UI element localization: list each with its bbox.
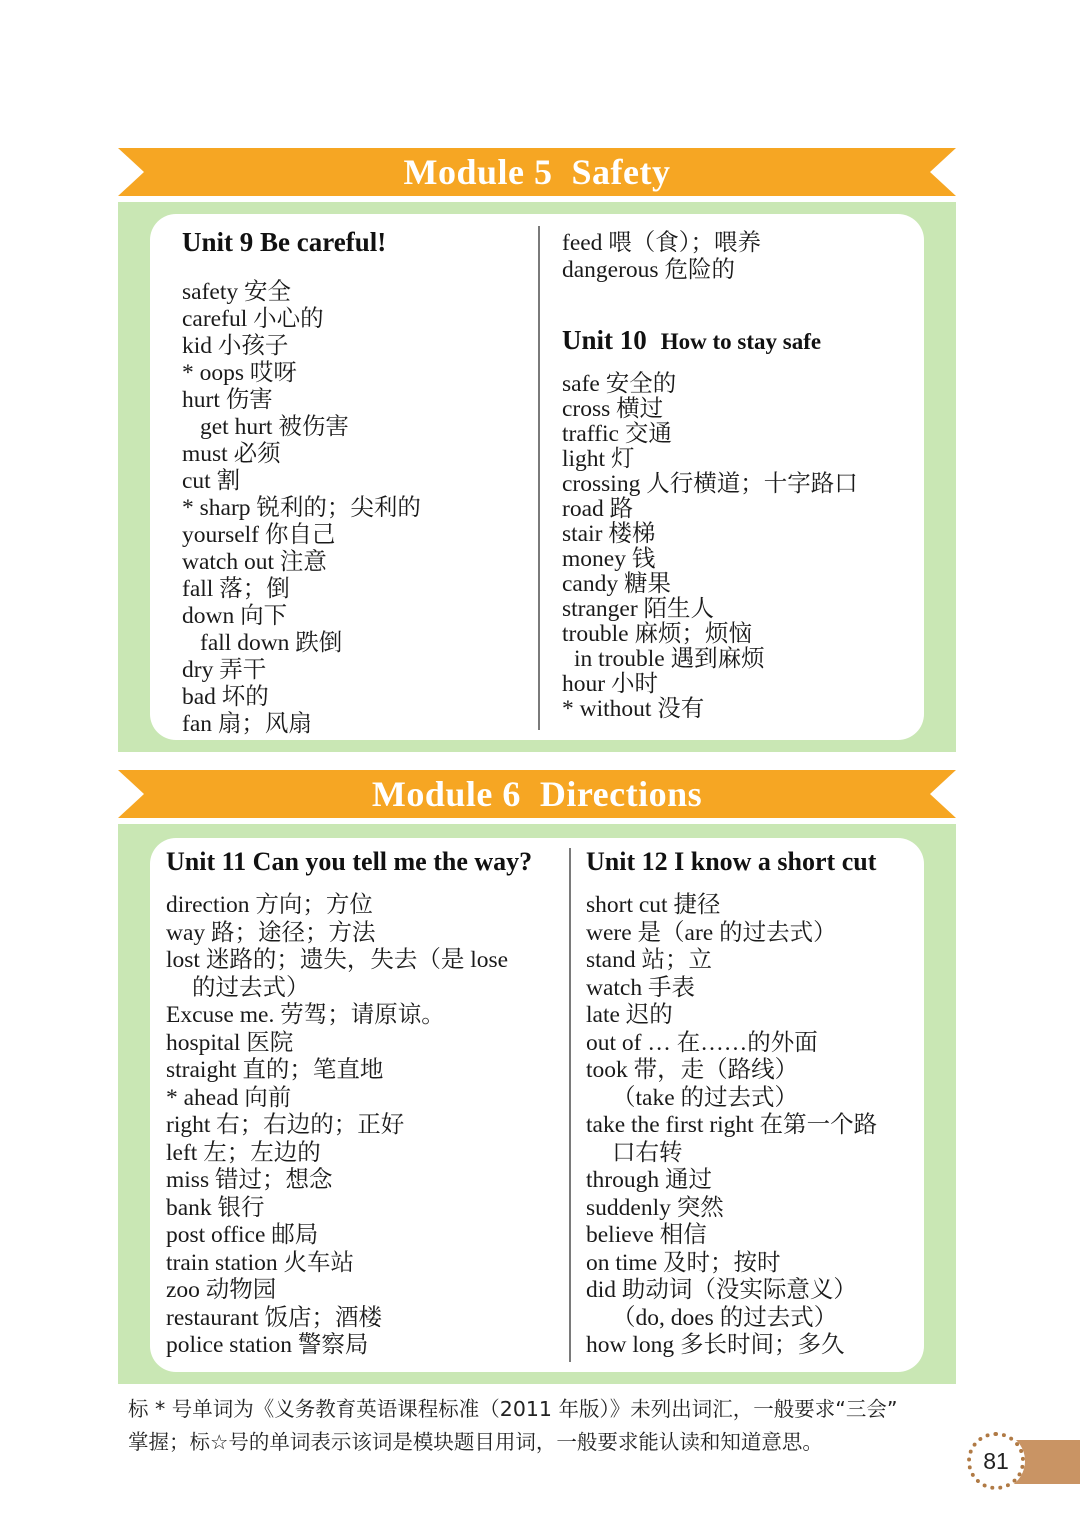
word-item: in trouble 遇到麻烦 (574, 646, 765, 672)
word-item: （take 的过去式） (612, 1084, 799, 1111)
unit11-column (166, 842, 566, 1360)
word-item: train station 火车站 (166, 1249, 354, 1276)
word-item: post office 邮局 (166, 1222, 319, 1248)
word-item: kid 小孩子 (182, 333, 289, 359)
word-item: how long 多长时间；多久 (586, 1332, 845, 1358)
word-item: light 灯 (562, 446, 635, 472)
word-item: late 迟的 (586, 1002, 673, 1028)
word-item: left 左；左边的 (166, 1139, 321, 1166)
module6-card (150, 838, 924, 1372)
unit12-column (586, 842, 916, 1360)
word-item: through 通过 (586, 1167, 712, 1193)
word-item: 的过去式） (192, 974, 310, 1001)
word-item: * without 没有 (562, 696, 705, 722)
unit11-word-list (166, 892, 566, 1360)
word-item: down 向下 (182, 603, 288, 629)
word-item: * ahead 向前 (166, 1084, 292, 1111)
module5-panel (118, 202, 956, 752)
word-item: careful 小心的 (182, 306, 324, 332)
unit11-title: Unit 11 Can you tell me the way? (166, 847, 533, 876)
word-item: safe 安全的 (562, 371, 677, 397)
word-item: stand 站；立 (586, 947, 712, 973)
word-item: traffic 交通 (562, 421, 672, 447)
unit10-number: Unit 10 (562, 325, 647, 355)
unit10-subtitle: How to stay safe (660, 329, 822, 354)
unit10-title (562, 320, 912, 360)
word-item: * oops 哎呀 (182, 360, 297, 386)
module6-panel (118, 824, 956, 1384)
word-item: safety 安全 (182, 279, 291, 305)
unit10-word-list (562, 372, 912, 722)
unit12-word-list (586, 892, 916, 1360)
word-item: zoo 动物园 (166, 1277, 277, 1303)
footnote (128, 1393, 958, 1459)
unit9-word-list (182, 279, 532, 738)
word-item: * sharp 锐利的；尖利的 (182, 495, 421, 521)
word-item: on time 及时；按时 (586, 1249, 781, 1276)
unit9-title: Unit 9 Be careful! (182, 227, 387, 257)
word-item: lost 迷路的；遗失，失去（是 lose (166, 947, 509, 973)
module5-card (150, 214, 924, 740)
word-item: road 路 (562, 496, 634, 522)
footnote-line-1: 标 * 号单词为《义务教育英语课程标准（2011 年版）》未列出词汇，一般要求“三会” (128, 1397, 898, 1421)
column-divider (538, 226, 540, 730)
word-item: hour 小时 (562, 671, 658, 697)
word-item: hurt 伤害 (182, 387, 273, 413)
word-item: miss 错过；想念 (166, 1167, 333, 1193)
word-item: direction 方向；方位 (166, 892, 373, 918)
word-item: did 助动词（没实际意义） (586, 1277, 857, 1303)
word-item: get hurt 被伤害 (200, 414, 349, 440)
word-item: trouble 麻烦；烦恼 (562, 621, 752, 647)
word-item: （do, does 的过去式） (612, 1304, 838, 1331)
unit12-title: Unit 12 I know a short cut (586, 847, 877, 876)
module6-banner (118, 770, 956, 818)
word-item: believe 相信 (586, 1222, 707, 1248)
word-item: take the first right 在第一个路 (586, 1112, 878, 1138)
word-item: yourself 你自己 (182, 522, 336, 548)
word-item: bad 坏的 (182, 684, 269, 710)
footnote-line-2: 掌握；标☆号的单词表示该词是模块题目用词，一般要求能认读和知道意思。 (128, 1430, 823, 1454)
word-item: right 右；右边的；正好 (166, 1112, 405, 1138)
module6-title: Module 6 Directions (371, 774, 703, 814)
word-item: restaurant 饭店；酒楼 (166, 1304, 383, 1331)
module5-banner (118, 148, 956, 196)
word-item: Excuse me. 劳驾；请原谅。 (166, 1002, 445, 1028)
word-item: money 钱 (562, 546, 656, 572)
word-item: 口右转 (612, 1139, 683, 1166)
word-item: fan 扇；风扇 (182, 711, 312, 737)
column-divider (569, 848, 571, 1362)
module5-title: Module 5 Safety (403, 152, 671, 192)
word-item: out of … 在……的外面 (586, 1029, 818, 1056)
word-item: dangerous 危险的 (562, 257, 735, 283)
word-item: watch out 注意 (182, 549, 327, 575)
word-item: fall 落；倒 (182, 576, 290, 602)
word-item: must 必须 (182, 441, 281, 467)
word-item: straight 直的；笔直地 (166, 1057, 384, 1083)
word-item: cut 割 (182, 468, 241, 494)
word-item: candy 糖果 (562, 571, 671, 597)
word-item: stranger 陌生人 (562, 596, 715, 622)
word-item: suddenly 突然 (586, 1194, 724, 1221)
unit10-column (562, 230, 912, 722)
word-item: crossing 人行横道；十字路口 (562, 471, 858, 497)
page-number: 81 (967, 1432, 1025, 1490)
word-item: watch 手表 (586, 974, 695, 1001)
unit9-continued-list (562, 230, 912, 284)
word-item: stair 楼梯 (562, 521, 656, 547)
word-item: police station 警察局 (166, 1332, 369, 1358)
word-item: cross 横过 (562, 396, 664, 422)
word-item: short cut 捷径 (586, 892, 721, 918)
word-item: feed 喂（食）；喂养 (562, 230, 762, 256)
word-item: dry 弄干 (182, 657, 267, 683)
word-item: way 路；途径；方法 (166, 919, 376, 946)
word-item: took 带，走（路线） (586, 1057, 799, 1083)
word-item: bank 银行 (166, 1194, 265, 1221)
word-item: hospital 医院 (166, 1029, 294, 1056)
unit9-column (182, 222, 532, 738)
word-item: were 是（are 的过去式） (586, 919, 837, 946)
word-item: fall down 跌倒 (200, 630, 343, 656)
